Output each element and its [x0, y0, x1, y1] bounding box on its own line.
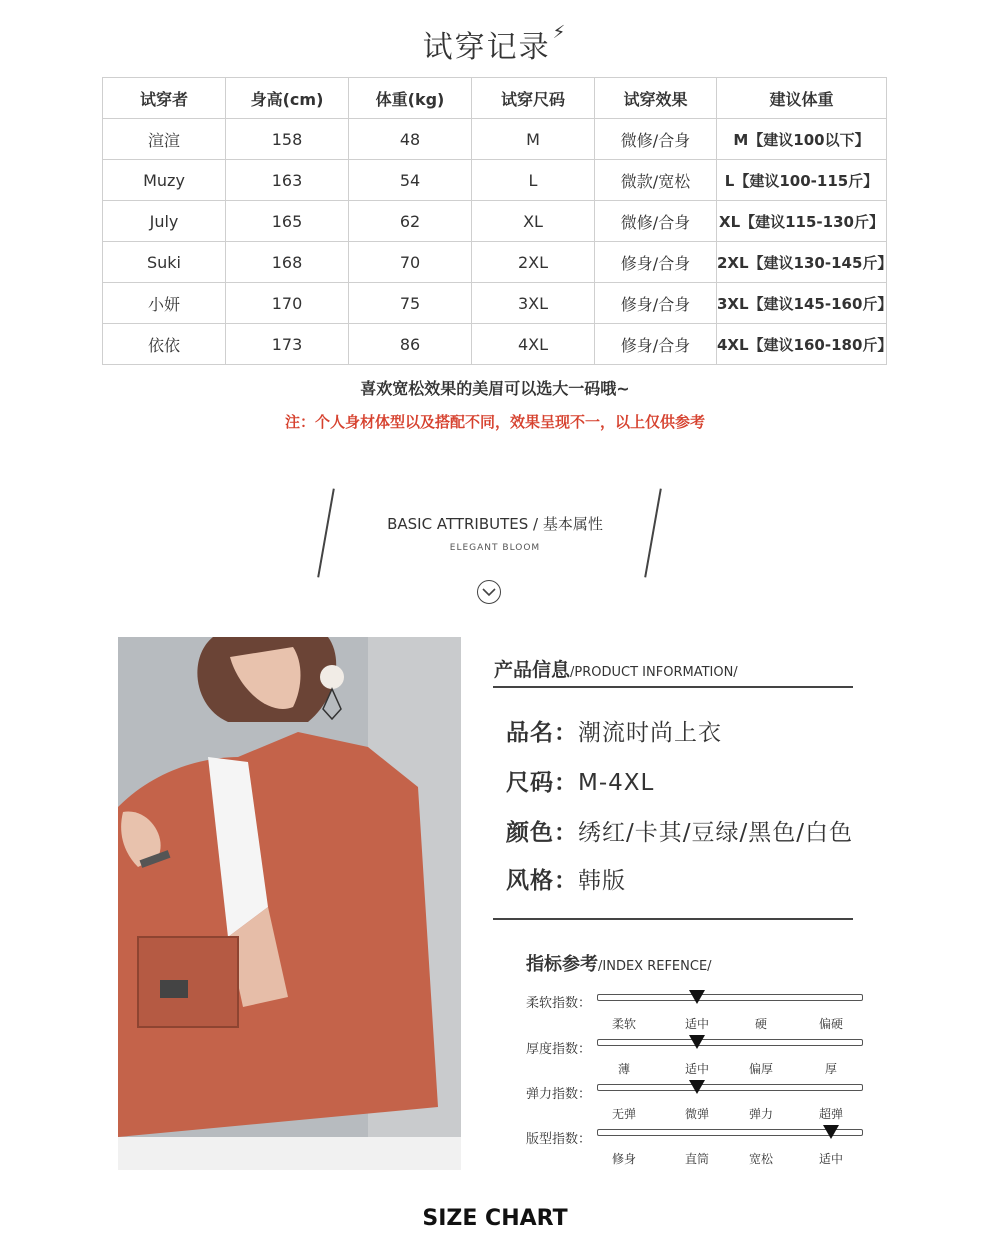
scale-option: 微弹 — [684, 1107, 710, 1121]
chevron-down-icon — [477, 580, 501, 604]
info-value: M-4XL — [578, 770, 655, 796]
info-row-style — [506, 862, 626, 895]
table-row — [103, 160, 887, 201]
scale-option: 偏硬 — [818, 1017, 844, 1031]
scale-option: 硬 — [754, 1017, 768, 1031]
table-cell: 渲渲 — [103, 119, 226, 160]
header-cell: 试穿尺码 — [472, 78, 595, 119]
table-cell: 4XL【建议160-180斤】 — [717, 324, 887, 365]
info-row-size — [506, 764, 654, 797]
table-cell: XL — [472, 201, 595, 242]
info-value: 绣红/卡其/豆绿/黑色/白色 — [578, 820, 853, 846]
header-cell: 试穿者 — [103, 78, 226, 119]
table-cell: July — [103, 201, 226, 242]
table-cell: 3XL【建议145-160斤】 — [717, 283, 887, 324]
scale-pointer-icon — [689, 1035, 705, 1049]
table-row — [103, 201, 887, 242]
table-cell: XL【建议115-130斤】 — [717, 201, 887, 242]
table-cell: 163 — [226, 160, 349, 201]
divider — [493, 686, 853, 688]
table-row — [103, 324, 887, 365]
info-value: 潮流时尚上衣 — [578, 720, 722, 746]
scale-option: 无弹 — [611, 1107, 637, 1121]
scale-bar — [597, 994, 863, 1001]
size-chart-heading: SIZE CHART — [422, 1206, 568, 1231]
scale-option: 适中 — [818, 1152, 844, 1166]
title-text: 试穿记录 — [422, 30, 551, 65]
scale-label: 弹力指数： — [526, 1087, 592, 1102]
product-info-heading — [494, 655, 738, 682]
info-key: 尺码： — [506, 770, 578, 796]
table-cell: 微修/合身 — [595, 201, 717, 242]
table-cell: 48 — [349, 119, 472, 160]
info-key: 颜色： — [506, 820, 578, 846]
elegant-bloom-subtitle: ELEGANT BLOOM — [449, 543, 541, 553]
table-cell: 170 — [226, 283, 349, 324]
header-cell: 建议体重 — [717, 78, 887, 119]
scale-label: 柔软指数： — [526, 996, 592, 1011]
table-cell: Suki — [103, 242, 226, 283]
table-row — [103, 119, 887, 160]
basic-attributes-heading: BASIC ATTRIBUTES / 基本属性 — [387, 515, 603, 533]
table-cell: 62 — [349, 201, 472, 242]
header-cell: 试穿效果 — [595, 78, 717, 119]
scale-pointer-icon — [689, 990, 705, 1004]
table-cell: L — [472, 160, 595, 201]
table-cell: 4XL — [472, 324, 595, 365]
scale-option: 薄 — [617, 1062, 631, 1076]
header-cell: 身高(cm) — [226, 78, 349, 119]
table-cell: 微款/宽松 — [595, 160, 717, 201]
sizing-tip: 喜欢宽松效果的美眉可以选大一码哦~ — [360, 379, 630, 398]
table-cell: 小妍 — [103, 283, 226, 324]
table-cell: M — [472, 119, 595, 160]
table-cell: 2XL — [472, 242, 595, 283]
header-cell: 体重(kg) — [349, 78, 472, 119]
table-cell: M【建议100以下】 — [717, 119, 887, 160]
divider — [493, 918, 853, 920]
title-mark: ⚡ — [552, 22, 568, 43]
index-reference-title: 指标参考 — [526, 954, 598, 975]
table-cell: 165 — [226, 201, 349, 242]
scale-option: 超弹 — [818, 1107, 844, 1121]
try-on-table — [102, 77, 893, 365]
product-info-title-en: /PRODUCT INFORMATION/ — [570, 665, 738, 680]
scale-option: 弹力 — [748, 1107, 774, 1121]
info-key: 风格： — [506, 868, 578, 894]
table-cell: L【建议100-115斤】 — [717, 160, 887, 201]
info-key: 品名： — [506, 720, 578, 746]
table-cell: 168 — [226, 242, 349, 283]
scale-option: 适中 — [684, 1017, 710, 1031]
scale-label: 厚度指数： — [526, 1042, 592, 1057]
page-title — [0, 22, 990, 66]
table-cell: 修身/合身 — [595, 324, 717, 365]
table-cell: 173 — [226, 324, 349, 365]
disclaimer-note: 注：个人身材体型以及搭配不同，效果呈现不一，以上仅供参考 — [284, 413, 705, 431]
scale-option: 直筒 — [684, 1152, 710, 1166]
table-cell: Muzy — [103, 160, 226, 201]
info-row-name — [506, 714, 722, 747]
table-cell: 依依 — [103, 324, 226, 365]
table-row — [103, 283, 887, 324]
scale-option: 宽松 — [748, 1152, 774, 1166]
scale-bar — [597, 1039, 863, 1046]
table-cell: 修身/合身 — [595, 283, 717, 324]
info-value: 韩版 — [578, 868, 626, 894]
index-reference-heading — [526, 950, 712, 976]
scale-bar — [597, 1084, 863, 1091]
table-cell: 86 — [349, 324, 472, 365]
scale-label: 版型指数： — [526, 1132, 592, 1147]
table-cell: 75 — [349, 283, 472, 324]
table-cell: 70 — [349, 242, 472, 283]
table-cell: 158 — [226, 119, 349, 160]
scale-option: 偏厚 — [748, 1062, 774, 1076]
table-cell: 微修/合身 — [595, 119, 717, 160]
scale-option: 修身 — [611, 1152, 637, 1166]
info-row-color — [506, 814, 853, 847]
table-row — [103, 242, 887, 283]
table-cell: 修身/合身 — [595, 242, 717, 283]
scale-option: 厚 — [824, 1062, 838, 1076]
index-reference-title-en: /INDEX REFENCE/ — [598, 959, 712, 974]
product-photo — [118, 637, 461, 1170]
product-info-title: 产品信息 — [494, 659, 571, 681]
scale-pointer-icon — [823, 1125, 839, 1139]
table-cell: 54 — [349, 160, 472, 201]
table-cell: 2XL【建议130-145斤】 — [717, 242, 887, 283]
scale-option: 适中 — [684, 1062, 710, 1076]
table-header-row — [103, 78, 887, 119]
table-cell: 3XL — [472, 283, 595, 324]
scale-option: 柔软 — [611, 1017, 637, 1031]
scale-pointer-icon — [689, 1080, 705, 1094]
